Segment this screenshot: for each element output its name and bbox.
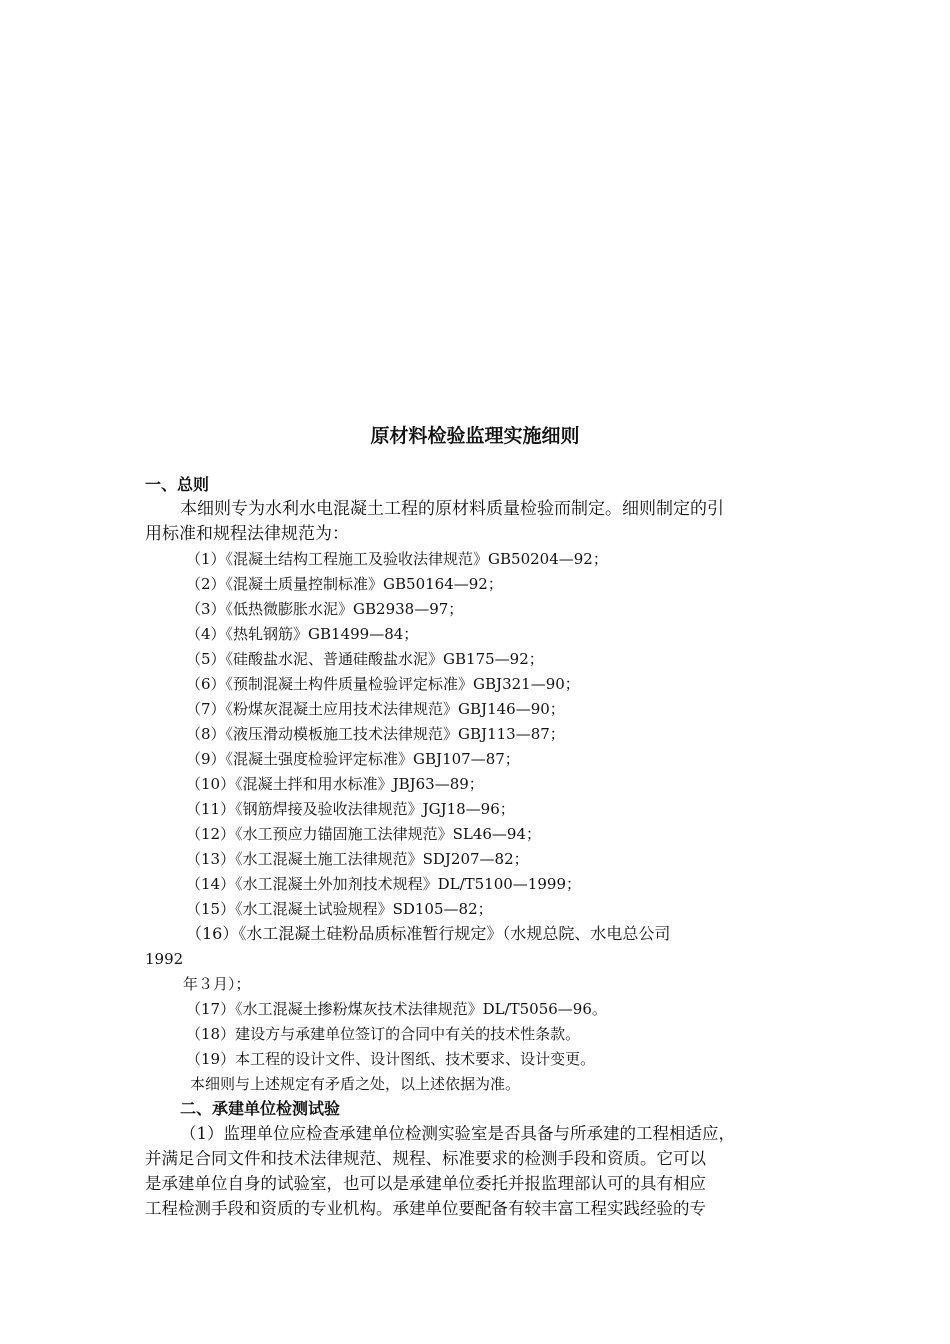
reference-item: （5）《硅酸盐水泥、普通硅酸盐水泥》GB175—92； xyxy=(186,650,544,668)
reference-item: （14）《水工混凝土外加剂技术规程》DL/T5100—1999； xyxy=(186,875,581,893)
paragraph-line: （1）监理单位应检查承建单位检测实验室是否具备与所承建的工程相适应， xyxy=(180,1124,735,1143)
section-1-closing: 本细则与上述规定有矛盾之处，以上述依据为准。 xyxy=(190,1075,521,1093)
paragraph-line: 是承建单位自身的试验室，也可以是承建单位委托并报监理部认可的具有相应 xyxy=(145,1174,706,1193)
reference-item: （2）《混凝土质量控制标准》GB50164—92； xyxy=(186,575,503,593)
intro-line-1: 本细则专为水利水电混凝土工程的原材料质量检验而制定。细则制定的引 xyxy=(180,499,724,519)
reference-item: （12）《水工预应力锚固施工法律规范》SL46—94； xyxy=(186,825,541,843)
document-title: 原材料检验监理实施细则 xyxy=(370,425,580,447)
reference-item-16-line-1: （16）《水工混凝土硅粉品质标准暂行规定》（水规总院、水电总公司 xyxy=(186,924,671,943)
reference-item: （11）《钢筋焊接及验收法律规范》JGJ18—96； xyxy=(186,800,515,818)
reference-item: （17）《水工混凝土掺粉煤灰技术法律规范》DL/T5056—96。 xyxy=(186,1000,607,1018)
paragraph-line: 工程检测手段和资质的专业机构。承建单位要配备有较丰富工程实践经验的专 xyxy=(145,1199,706,1218)
reference-item: （7）《粉煤灰混凝土应用技术法律规范》GBJ146—90； xyxy=(186,700,565,718)
reference-item: （1）《混凝土结构工程施工及验收法律规范》GB50204—92； xyxy=(186,550,608,568)
intro-line-2: 用标准和规程法律规范为： xyxy=(145,524,349,544)
reference-item: （9）《混凝土强度检验评定标准》GBJ107—87； xyxy=(186,750,520,768)
reference-item: （4）《热轧钢筋》GB1499—84； xyxy=(186,625,419,643)
reference-item: （10）《混凝土拌和用水标准》JBJ63—89； xyxy=(186,775,484,793)
section-2-heading: 二、承建单位检测试验 xyxy=(180,1099,341,1118)
paragraph-line: 并满足合同文件和技术法律规范、规程、标准要求的检测手段和资质。它可以 xyxy=(145,1149,706,1168)
reference-item: （8）《液压滑动模板施工技术法律规范》GBJ113—87； xyxy=(186,725,565,743)
reference-item: （18）建设方与承建单位签订的合同中有关的技术性条款。 xyxy=(186,1025,581,1043)
reference-item: （3）《低热微膨胀水泥》GB2938—97； xyxy=(186,600,464,618)
reference-item: （6）《预制混凝土构件质量检验评定标准》GBJ321—90； xyxy=(186,675,580,693)
reference-item: （15）《水工混凝土试验规程》SD105—82； xyxy=(186,900,493,918)
section-1-heading: 一、总则 xyxy=(145,475,210,494)
reference-item: （13）《水工混凝土施工法律规范》SDJ207—82； xyxy=(186,850,529,868)
reference-item-16-line-3: 年３月）； xyxy=(183,975,251,993)
reference-item-16-line-2: 1992 xyxy=(145,950,184,968)
reference-item: （19）本工程的设计文件、设计图纸、技术要求、设计变更。 xyxy=(186,1050,596,1068)
